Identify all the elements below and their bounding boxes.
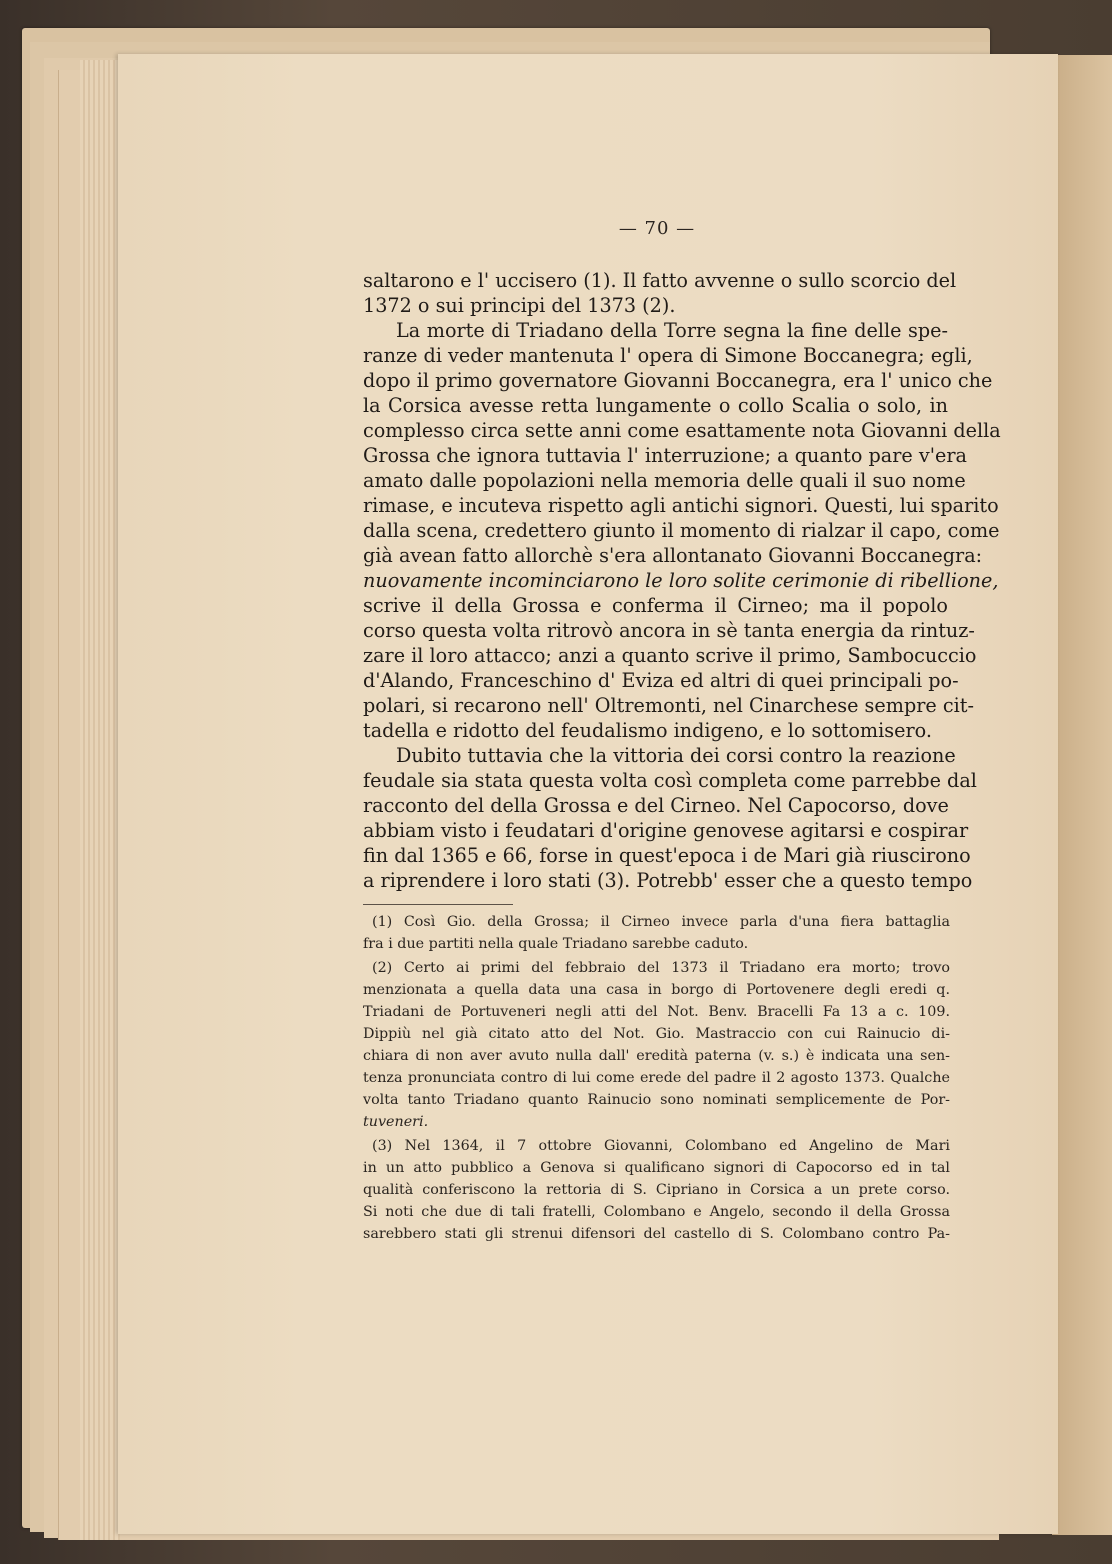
body-line-italic: nuovamente incominciarono le loro solite cerimonie di ribellione,: [363, 569, 999, 592]
footnote-rule: [363, 904, 513, 905]
body-line: a riprendere i loro stati (3). Potrebb' esser che a questo tempo: [363, 869, 973, 892]
body-line: feudale sia stata questa volta così completa come parrebbe dal: [363, 769, 977, 792]
footnote-line: (2) Certo ai primi del febbraio del 1373 il Triadano era morto; trovo: [372, 960, 950, 976]
footnote-line: volta tanto Triadano quanto Rainucio sono nominati semplicemente de Por-: [363, 1092, 950, 1108]
body-line: complesso circa sette anni come esattamente nota Giovanni della: [363, 419, 1001, 442]
body-line: la Corsica avesse retta lungamente o collo Scalia o solo, in: [363, 394, 948, 417]
body-line: 1372 o sui principi del 1373 (2).: [363, 294, 676, 317]
footnote-line: chiara di non aver avuto nulla dall' eredità paterna (v. s.) è indicata una sen-: [363, 1048, 950, 1064]
footnote-line: qualità conferiscono la rettoria di S. Cipriano in Corsica a un prete corso.: [363, 1182, 950, 1198]
footnote-line: menzionata a quella data una casa in borgo di Portovenere degli eredi q.: [363, 982, 950, 998]
body-line: La morte di Triadano della Torre segna la fine delle spe-: [396, 319, 948, 342]
body-line: fin dal 1365 e 66, forse in quest'epoca i de Mari già riuscirono: [363, 844, 971, 867]
body-line: ranze di veder mantenuta l' opera di Simone Boccanegra; egli,: [363, 344, 973, 367]
body-line: dalla scena, credettero giunto il momento di rialzar il capo, come: [363, 519, 1000, 542]
body-line: polari, si recarono nell' Oltremonti, nel Cinarchese sempre cit-: [363, 694, 974, 717]
footnote-line: Triadani de Portuveneri negli atti del Not. Benv. Bracelli Fa 13 a c. 109.: [363, 1004, 950, 1020]
body-line: scrive il della Grossa e conferma il Cirneo; ma il popolo: [363, 594, 948, 617]
body-line: Grossa che ignora tuttavia l' interruzione; a quanto pare v'era: [363, 444, 967, 467]
footnote-line: (3) Nel 1364, il 7 ottobre Giovanni, Colombano ed Angelino de Mari: [372, 1138, 950, 1154]
body-line: d'Alando, Franceschino d' Eviza ed altri di quei principali po-: [363, 669, 959, 692]
body-line: racconto del della Grossa e del Cirneo. Nel Capocorso, dove: [363, 794, 949, 817]
body-line: abbiam visto i feudatari d'origine genovese agitarsi e cospirar: [363, 819, 969, 842]
body-line: saltarono e l' uccisero (1). Il fatto avvenne o sullo scorcio del: [363, 269, 957, 292]
footnote-line: Dippiù nel già citato atto del Not. Gio. Mastraccio con cui Rainucio di-: [363, 1026, 950, 1042]
page-number: — 70 —: [618, 218, 696, 239]
body-line: amato dalle popolazioni nella memoria delle quali il suo nome: [363, 469, 966, 492]
footnote-line: (1) Così Gio. della Grossa; il Cirneo invece parla d'una fiera battaglia: [372, 914, 950, 930]
body-line: già avean fatto allorchè s'era allontanato Giovanni Boccanegra:: [363, 544, 983, 567]
footnote-line: Si noti che due di tali fratelli, Colombano e Angelo, secondo il della Grossa: [363, 1204, 950, 1220]
body-line: zare il loro attacco; anzi a quanto scrive il primo, Sambocuccio: [363, 644, 977, 667]
footnote-line: sarebbero stati gli strenui difensori del castello di S. Colombano contro Pa-: [363, 1226, 950, 1242]
footnote-line: fra i due partiti nella quale Triadano sarebbe caduto.: [363, 936, 749, 952]
body-line: dopo il primo governatore Giovanni Boccanegra, era l' unico che: [363, 369, 993, 392]
footnote-line: tenza pronunciata contro di lui come erede del padre il 2 agosto 1373. Qualche: [363, 1070, 950, 1086]
body-line: tadella e ridotto del feudalismo indigeno, e lo sottomisero.: [363, 719, 932, 742]
footnote-line: tuveneri.: [363, 1114, 429, 1130]
body-line: rimase, e incuteva rispetto agli antichi signori. Questi, lui sparito: [363, 494, 999, 517]
facing-page-edge: [1052, 55, 1112, 1535]
body-line: Dubito tuttavia che la vittoria dei corsi contro la reazione: [396, 744, 956, 767]
body-line: corso questa volta ritrovò ancora in sè tanta energia da rintuz-: [363, 619, 975, 642]
page-stack-edges: [80, 60, 120, 1540]
footnote-line: in un atto pubblico a Genova si qualificano signori di Capocorso ed in tal: [363, 1160, 950, 1176]
